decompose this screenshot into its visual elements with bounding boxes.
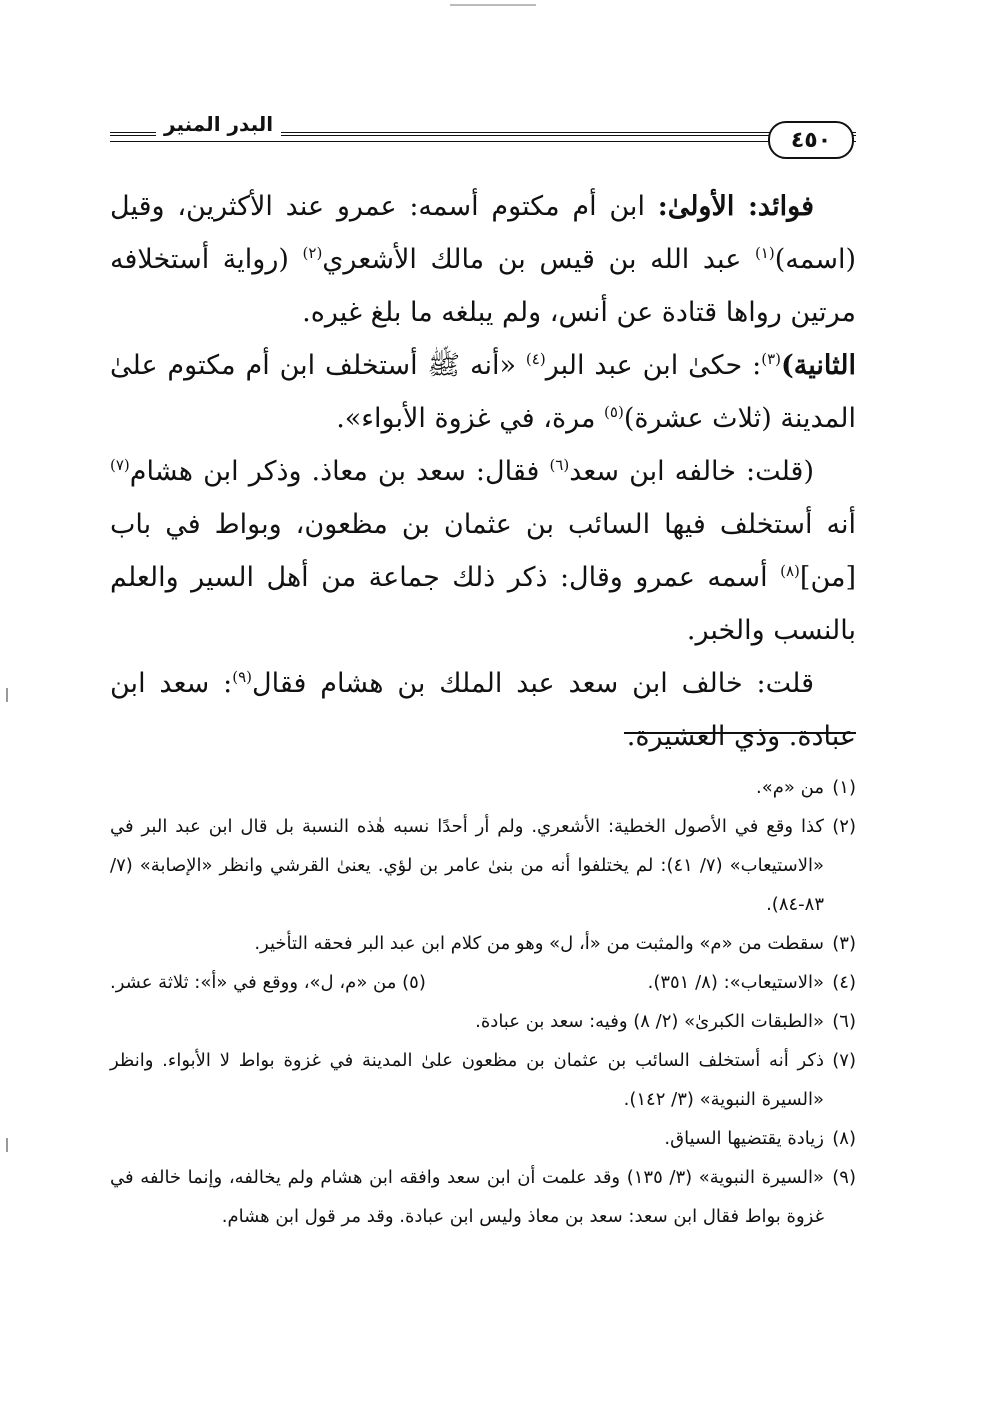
footnote-number: (٦): [832, 1011, 856, 1032]
footnote-number: (١): [832, 777, 856, 798]
footnote-number: (٥): [402, 972, 426, 993]
footnote: [110, 1158, 856, 1236]
footnote-ref: (١): [754, 244, 775, 262]
heading-label: الثانية): [780, 350, 856, 381]
footnote-text: كذا وقع في الأصول الخطية: الأشعري. ولم أر أحدًا نسبه هٰذه النسبة بل قال ابن عبد البر في «الاستيعاب» (٧/ ٤١): لم يختلفوا أنه من بنىٰ عامر بن لؤي. يعنىٰ القرشي وانظر «الإصابة» (٧/ ٨٣-٨٤).: [110, 816, 824, 915]
footnote-ref: (٤): [525, 350, 546, 368]
footnote: [110, 924, 856, 963]
body-text: فقال: سعد بن معاذ. وذكر ابن هشام: [129, 456, 540, 487]
footnote-ref: (٦): [549, 456, 570, 474]
body-text: مرة، في غزوة الأبواء».: [336, 403, 596, 434]
footnote-text: سقطت من «م» والمثبت من «أ، ل» وهو من كلام ابن عبد البر فحقه التأخير.: [254, 933, 824, 954]
footnote-text: من «م».: [756, 777, 824, 798]
footnote-number: (٢): [832, 816, 856, 837]
footnote-ref: (٣): [761, 350, 781, 368]
main-text: [110, 180, 856, 763]
scan-margin-tick: [6, 1138, 8, 1152]
page-number: ٤٥٠: [768, 121, 854, 159]
footnote-number: (٧): [832, 1050, 856, 1071]
footnote-pair: [110, 963, 856, 1002]
paragraph-benefits-second: [110, 339, 856, 445]
footnote-ref: (٥): [604, 403, 624, 421]
body-text: عبد الله بن قيس بن مالك الأشعري: [322, 244, 742, 275]
body-text: (رواية أستخلافه مرتين رواها قتادة عن أنس، ولم يبلغه ما بلغ غيره.: [110, 244, 856, 328]
body-text: أنه أستخلف فيها السائب بن عثمان بن مظعون، وبواط في باب [من]: [110, 509, 856, 593]
footnote-inline: [110, 963, 426, 1002]
paragraph-note-ibn-saad: [110, 445, 856, 657]
footnote-text: زيادة يقتضيها السياق.: [664, 1128, 824, 1149]
footnote-number: (٤): [832, 972, 856, 993]
footnote: [110, 768, 856, 807]
footnote-text: «الاستيعاب»: (٨/ ٣٥١).: [647, 972, 824, 993]
footnote-number: (٨): [832, 1128, 856, 1149]
footnote-text: «السيرة النبوية» (٣/ ١٣٥) وقد علمت أن ابن سعد وافقه ابن هشام ولم يخالفه، وإنما خالفه في غزوة بواط فقال ابن سعد: سعد بن معاذ وليس ابن عبادة. وقد مر قول ابن هشام.: [110, 1167, 824, 1227]
footnote-number: (٩): [832, 1167, 856, 1188]
body-text: : سعد ابن عبادة. وذي العشيرة.: [110, 668, 856, 752]
body-text: ابن أم مكتوم أسمه: عمرو عند الأكثرين، وقيل (اسمه): [110, 191, 856, 275]
paragraph-note-ibn-hisham: [110, 657, 856, 763]
footnote-ref: (٨): [780, 562, 800, 580]
footnotes: [110, 768, 856, 1236]
scan-margin-tick: [6, 688, 8, 702]
body-text: : حكىٰ ابن عبد البر: [545, 350, 762, 381]
footnote-text: من «م، ل»، ووقع في «أ»: ثلاثة عشر.: [110, 972, 397, 993]
footnote: [110, 1002, 856, 1041]
heading-label: فوائد: الأولىٰ:: [657, 191, 814, 222]
footnote-divider: [624, 732, 856, 734]
scan-top-mark: [450, 4, 536, 6]
body-text: «أنه ﷺ أستخلف ابن أم مكتوم علىٰ المدينة (ثلاث عشرة): [110, 350, 856, 434]
footnote-number: (٣): [832, 933, 856, 954]
paragraph-benefits-first: [110, 180, 856, 339]
footnote: [110, 807, 856, 924]
footnote-text: «الطبقات الكبرىٰ» (٢/ ٨) وفيه: سعد بن عبادة.: [475, 1011, 824, 1032]
book-title: البدر المنير: [156, 112, 281, 136]
footnote-ref: (٧): [110, 456, 130, 474]
footnote-ref: (٢): [302, 244, 323, 262]
footnote-text: ذكر أنه أستخلف السائب بن عثمان بن مظعون علىٰ المدينة في غزوة بواط لا الأبواء. وانظر «السيرة النبوية» (٣/ ١٤٢).: [110, 1050, 824, 1110]
body-text: قلت: خالف ابن سعد عبد الملك بن هشام فقال: [251, 668, 814, 699]
footnote: [110, 1041, 856, 1119]
page-header: [110, 108, 856, 160]
body-text: أسمه عمرو وقال: ذكر ذلك جماعة من أهل السير والعلم بالنسب والخبر.: [110, 562, 856, 646]
footnote: [110, 1119, 856, 1158]
body-text: (قلت: خالفه ابن سعد: [569, 456, 814, 487]
footnote-ref: (٩): [232, 668, 252, 686]
header-rule: [110, 141, 856, 142]
